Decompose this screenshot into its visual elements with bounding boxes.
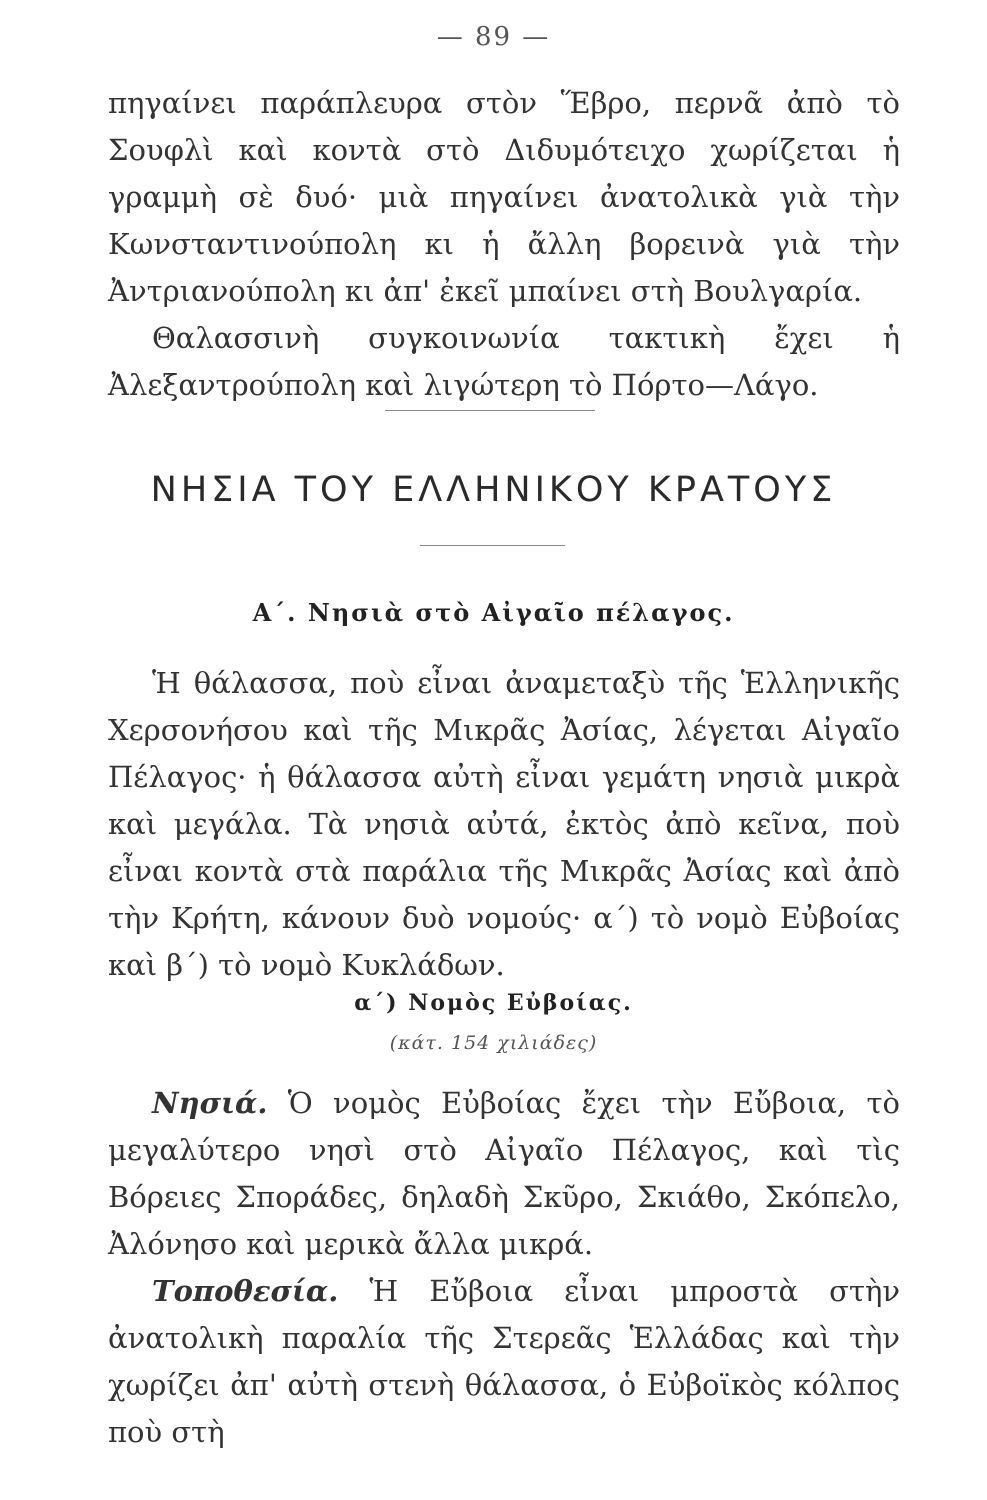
- islands-lead: Νησιά.: [152, 1086, 268, 1120]
- intro-paragraph-railway: πηγαίνει παράπλευρα στὸν Ἕβρο, περνᾶ ἀπὸ τὸ Σουφλὶ καὶ κοντὰ στὸ Διδυμότειχο χωρίζεται ἡ γραμμὴ σὲ δυό· μιὰ πηγαίνει ἀνατολικὰ γιὰ τὴν Κωνσταντινούπολη κι ἡ ἄλλη βορεινὰ γιὰ τὴν Ἀντριανούπολη κι ἀπ' ἐκεῖ μπαίνει στὴ Βουλγαρία.: [108, 86, 900, 308]
- chapter-title: ΝΗΣΙΑ ΤΟΥ ΕΛΛΗΝΙΚΟΥ ΚΡΑΤΟΥΣ: [150, 470, 837, 510]
- divider-top: [385, 410, 595, 411]
- nomos-body: [108, 1080, 900, 1456]
- nomos-heading: α΄) Νομὸς Εὐβοίας.: [354, 990, 633, 1016]
- section-aegean-body: [108, 660, 900, 989]
- aegean-paragraph: Ἡ θάλασσα, ποὺ εἶναι ἀναμεταξὺ τῆς Ἑλληνικῆς Χερσονήσου καὶ τῆς Μικρᾶς Ἀσίας, λέγεται Αἰγαῖο Πέλαγος· ἡ θάλασσα αὐτὴ εἶναι γεμάτη νησιὰ μικρὰ καὶ μεγάλα. Τὰ νησιὰ αὐτά, ἐκτὸς ἀπὸ κεῖνα, ποὺ εἶναι κοντὰ στὰ παράλια τῆς Μικρᾶς Ἀσίας καὶ ἀπὸ τὴν Κρήτη, κάνουν δυὸ νομούς· α΄) τὸ νομὸ Εὐβοίας καὶ β΄) τὸ νομὸ Κυκλάδων.: [108, 666, 900, 982]
- location-text: Ἡ Εὔβοια εἶναι μπροστὰ στὴν ἀνατολικὴ παραλία τῆς Στερεᾶς Ἑλλάδας καὶ τὴν χωρίζει ἀπ' αὐτὴ στενὴ θάλασσα, ὁ Εὐβοϊκὸς κόλπος ποὺ στὴ: [108, 1274, 900, 1449]
- page-number: — 89 —: [436, 22, 551, 52]
- intro-section: [108, 80, 900, 409]
- section-heading-aegean: Α΄. Νησιὰ στὸ Αἰγαῖο πέλαγος.: [252, 598, 735, 627]
- divider-bottom: [420, 545, 565, 546]
- nomos-population: (κάτ. 154 χιλιάδες): [389, 1032, 598, 1054]
- location-lead: Τοποθεσία.: [152, 1274, 339, 1308]
- intro-paragraph-sea-connection: Θαλασσινὴ συγκοινωνία τακτικὴ ἔχει ἡ Ἀλεξαντρούπολη καὶ λιγώτερη τὸ Πόρτο—Λάγο.: [108, 321, 900, 402]
- paragraph-islands: [108, 1080, 900, 1268]
- islands-text: Ὁ νομὸς Εὐβοίας ἔχει τὴν Εὔβοια, τὸ μεγαλύτερο νησὶ στὸ Αἰγαῖο Πέλαγος, καὶ τὶς Βόρειες Σποράδες, δηλαδὴ Σκῦρο, Σκιάθο, Σκόπελο, Ἀλόνησο καὶ μερικὰ ἄλλα μικρά.: [108, 1086, 900, 1261]
- paragraph-location: [108, 1268, 900, 1456]
